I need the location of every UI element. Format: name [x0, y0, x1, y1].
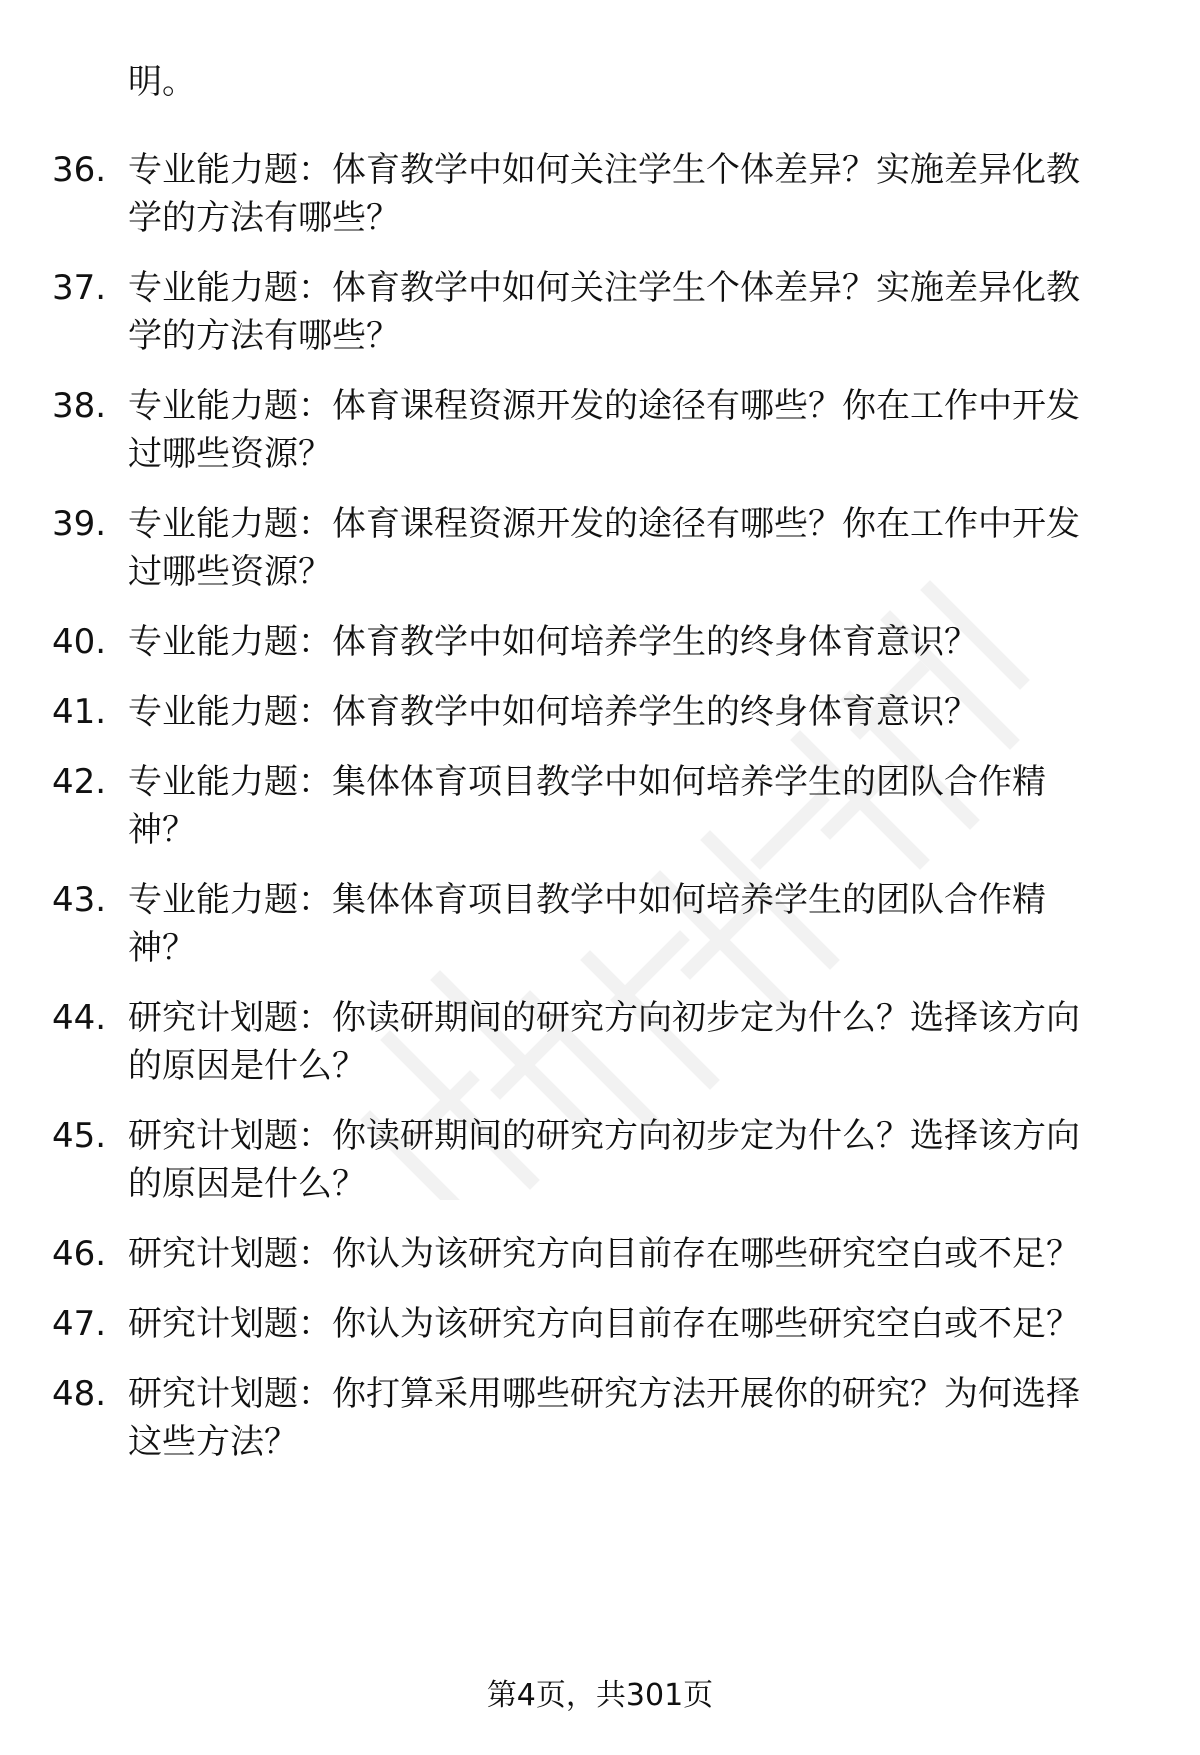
question-text-line: 神？	[128, 928, 196, 968]
question-item	[0, 618, 1200, 666]
question-text-line: 研究计划题：你读研期间的研究方向初步定为什么？选择该方向	[128, 998, 1080, 1038]
question-item	[0, 994, 1200, 1090]
question-item	[0, 1300, 1200, 1348]
question-text-line: 专业能力题：体育教学中如何培养学生的终身体育意识？	[128, 692, 978, 732]
page-footer: 第4页，共301页	[486, 1678, 714, 1713]
question-text-line: 过哪些资源？	[128, 434, 332, 474]
question-text-line: 研究计划题：你读研期间的研究方向初步定为什么？选择该方向	[128, 1116, 1080, 1156]
question-text-line: 的原因是什么？	[128, 1164, 366, 1204]
question-item	[0, 1112, 1200, 1208]
question-text	[128, 382, 1138, 478]
question-text	[128, 688, 1138, 736]
question-number: 38.	[52, 386, 107, 426]
question-text-line: 的原因是什么？	[128, 1046, 366, 1086]
question-text	[128, 500, 1138, 596]
question-number: 44.	[52, 998, 107, 1038]
question-text-line: 专业能力题：体育教学中如何培养学生的终身体育意识？	[128, 622, 978, 662]
question-item	[0, 382, 1200, 478]
question-text-line: 研究计划题：你打算采用哪些研究方法开展你的研究？为何选择	[128, 1374, 1080, 1414]
question-text	[128, 758, 1138, 854]
question-text-line: 研究计划题：你认为该研究方向目前存在哪些研究空白或不足？	[128, 1234, 1080, 1274]
question-text-line: 专业能力题：体育教学中如何关注学生个体差异？实施差异化教	[128, 268, 1080, 308]
question-text	[128, 1112, 1138, 1208]
continuation-text: 明。	[128, 62, 196, 102]
question-text-line: 专业能力题：体育教学中如何关注学生个体差异？实施差异化教	[128, 150, 1080, 190]
question-number: 46.	[52, 1234, 107, 1274]
question-text-line: 专业能力题：体育课程资源开发的途径有哪些？你在工作中开发	[128, 386, 1080, 426]
question-text-line: 专业能力题：体育课程资源开发的途径有哪些？你在工作中开发	[128, 504, 1080, 544]
question-item	[0, 1370, 1200, 1466]
question-text-line: 过哪些资源？	[128, 552, 332, 592]
question-item	[0, 264, 1200, 360]
question-number: 37.	[52, 268, 107, 308]
question-number: 39.	[52, 504, 107, 544]
question-text-line: 专业能力题：集体体育项目教学中如何培养学生的团队合作精	[128, 880, 1046, 920]
question-text	[128, 264, 1138, 360]
question-item	[0, 146, 1200, 242]
question-text	[128, 146, 1138, 242]
question-text	[128, 1230, 1138, 1278]
question-text-line: 学的方法有哪些？	[128, 316, 400, 356]
question-list	[0, 146, 1200, 1466]
question-text-line: 学的方法有哪些？	[128, 198, 400, 238]
question-text	[128, 876, 1138, 972]
question-text	[128, 994, 1138, 1090]
question-number: 48.	[52, 1374, 107, 1414]
question-text	[128, 1370, 1138, 1466]
question-item	[0, 688, 1200, 736]
question-item	[0, 876, 1200, 972]
question-number: 47.	[52, 1304, 107, 1344]
question-text-line: 神？	[128, 810, 196, 850]
question-text	[128, 618, 1138, 666]
question-text	[128, 1300, 1138, 1348]
question-number: 42.	[52, 762, 107, 802]
question-item	[0, 500, 1200, 596]
question-text-line: 研究计划题：你认为该研究方向目前存在哪些研究空白或不足？	[128, 1304, 1080, 1344]
question-number: 41.	[52, 692, 107, 732]
question-text-line: 专业能力题：集体体育项目教学中如何培养学生的团队合作精	[128, 762, 1046, 802]
question-number: 40.	[52, 622, 107, 662]
question-item	[0, 758, 1200, 854]
question-number: 45.	[52, 1116, 107, 1156]
question-text-line: 这些方法？	[128, 1422, 298, 1462]
question-number: 43.	[52, 880, 107, 920]
question-number: 36.	[52, 150, 107, 190]
question-item	[0, 1230, 1200, 1278]
